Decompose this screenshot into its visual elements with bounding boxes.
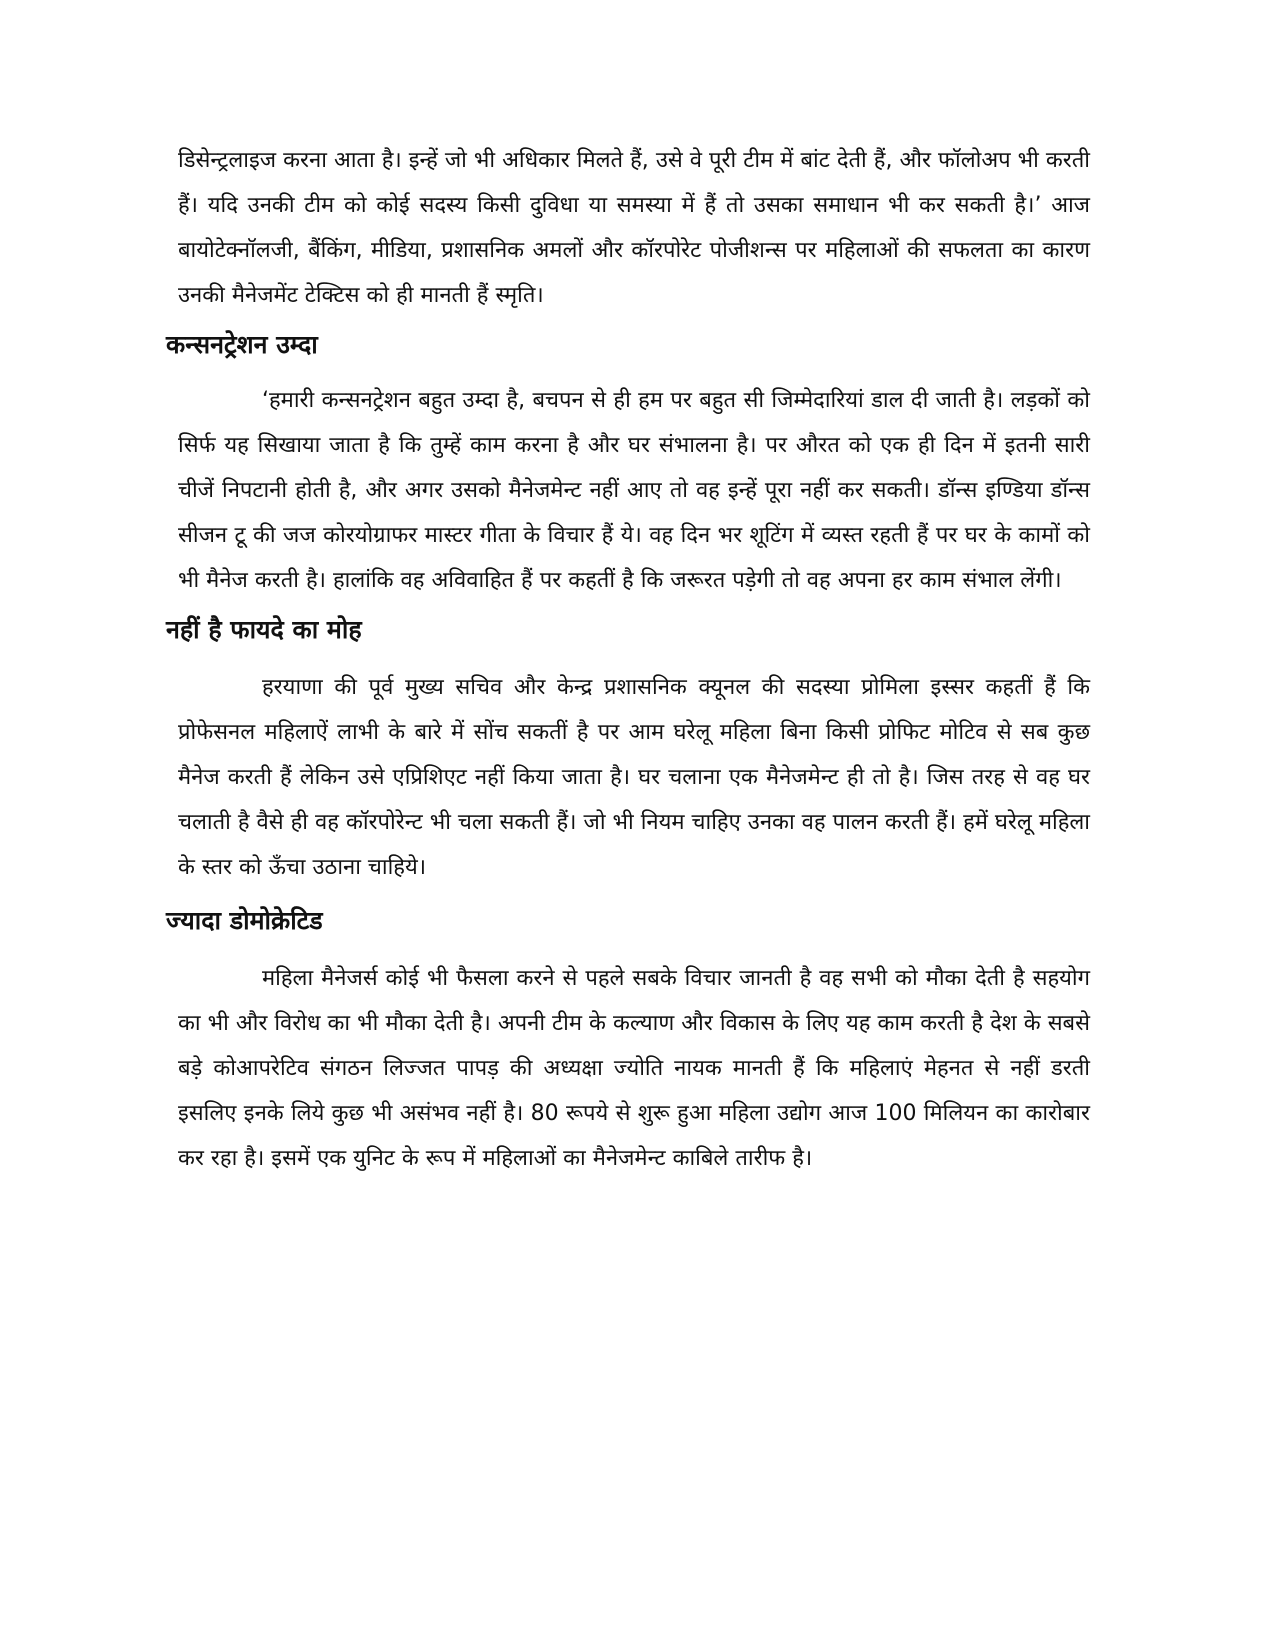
section-heading-concentration: कन्सनट्रेशन उम्दा	[166, 330, 318, 359]
section-heading-no-profit-motive: नहीं है फायदे का मोह	[166, 615, 362, 644]
intro-paragraph: डिसेन्ट्रलाइज करना आता है। इन्हें जो भी अधिकार मिलते हैं, उसे वे पूरी टीम में बांट देती हैं, और फॉलोअप भी करती हैं। यदि उनकी टीम को कोई सदस्य किसी दुविधा या समस्या में हैं तो उसका समाधान भी कर सकती है।’ आज बायोटेक्नॉलजी, बैंकिंग, मीडिया, प्रशासनिक अमलों और कॉरपोरेट पोजीशन्स पर महिलाओं की सफलता का कारण उनकी मैनेजमेंट टेक्टिस को ही मानती हैं स्मृति।	[178, 148, 1090, 308]
section-heading-more-democratic: ज्यादा डोमोक्रेटिड	[166, 906, 323, 935]
section-paragraph-no-profit-motive: हरयाणा की पूर्व मुख्य सचिव और केन्द्र प्रशासनिक क्यूनल की सदस्या प्रोमिला इस्सर कहतीं हैं कि प्रोफेसनल महिलाऐं लाभी के बारे में सोंच सकतीं है पर आम घरेलू महिला बिना किसी प्रोफिट मोटिव से सब कुछ मैनेज करती हैं लेकिन उसे एप्रिशिएट नहीं किया जाता है। घर चलाना एक मैनेजमेन्ट ही तो है। जिस तरह से वह घर चलाती है वैसे ही वह कॉरपोरेन्ट भी चला सकती हैं। जो भी नियम चाहिए उनका वह पालन करती हैं। हमें घरेलू महिला के स्तर को ऊँचा उठाना चाहिये।	[178, 675, 1090, 880]
section-paragraph-more-democratic: महिला मैनेजर्स कोई भी फैसला करने से पहले सबके विचार जानती है वह सभी को मौका देती है सहयोग का भी और विरोध का भी मौका देती है। अपनी टीम के कल्याण और विकास के लिए यह काम करती है देश के सबसे बड़े कोआपरेटिव संगठन लिज्जत पापड़ की अध्यक्षा ज्योति नायक मानती हैं कि महिलाएं मेहनत से नहीं डरती इसलिए इनके लिये कुछ भी असंभव नहीं है। 80 रूपये से शुरू हुआ महिला उद्योग आज 100 मिलियन का कारोबार कर रहा है। इसमें एक युनिट के रूप में महिलाओं का मैनेजमेन्ट काबिले तारीफ है।	[178, 966, 1090, 1171]
section-paragraph-concentration: ‘हमारी कन्सनट्रेशन बहुत उम्दा है, बचपन से ही हम पर बहुत सी जिम्मेदारियां डाल दी जाती है। लड़कों को सिर्फ यह सिखाया जाता है कि तुम्हें काम करना है और घर संभालना है। पर औरत को एक ही दिन में इतनी सारी चीजें निपटानी होती है, और अगर उसको मैनेजमेन्ट नहीं आए तो वह इन्हें पूरा नहीं कर सकती। डॉन्स इण्डिया डॉन्स सीजन टू की जज कोरयोग्राफर मास्टर गीता के विचार हैं ये। वह दिन भर शूटिंग में व्यस्त रहती हैं पर घर के कामों को भी मैनेज करती है। हालांकि वह अविवाहित हैं पर कहतीं है कि जरूरत पड़ेगी तो वह अपना हर काम संभाल लेंगी।	[178, 388, 1090, 593]
document-body	[166, 138, 1090, 1181]
